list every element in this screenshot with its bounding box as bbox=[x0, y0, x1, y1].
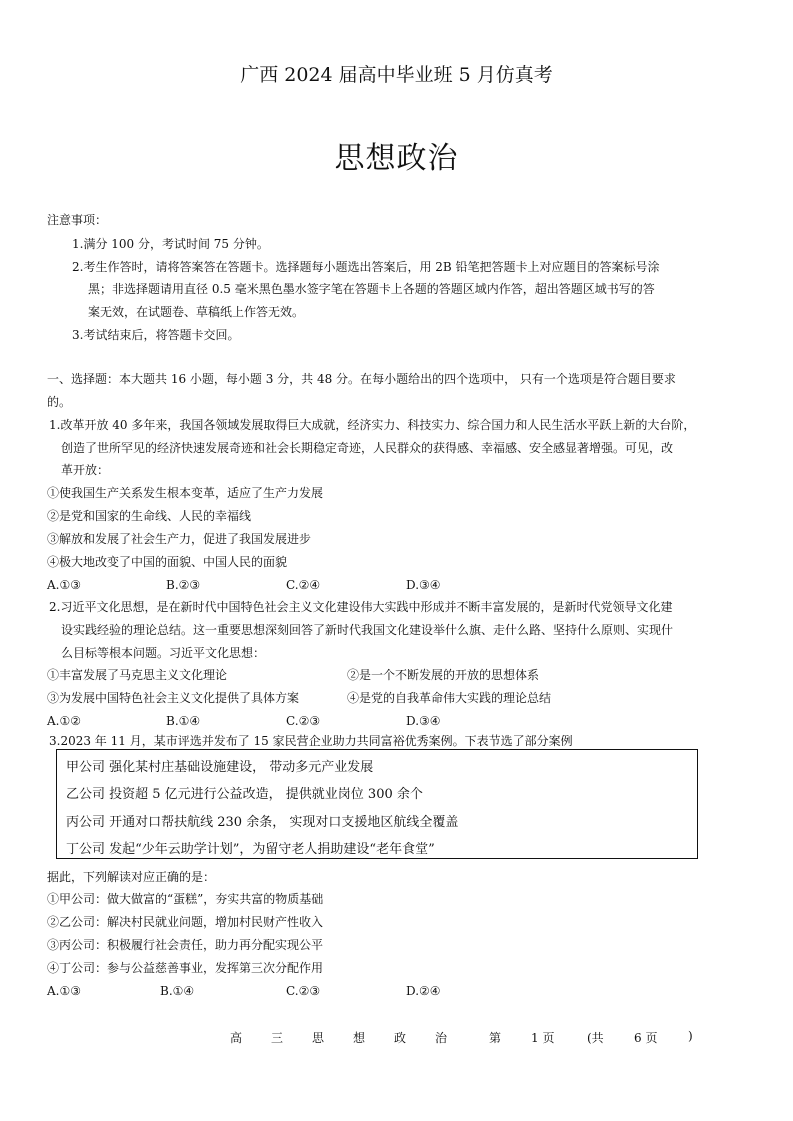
notice-item: 案无效，在试题卷、草稿纸上作答无效。 bbox=[88, 305, 305, 319]
footer-text: 三 bbox=[271, 1031, 284, 1045]
statement: ②乙公司：解决村民就业问题，增加村民财产性收入 bbox=[47, 915, 324, 929]
statement: ④丁公司：参与公益慈善事业，发挥第三次分配作用 bbox=[47, 961, 324, 975]
notice-item: 黑；非选择题请用直径 0.5 毫米黑色墨水签字笔在答题卡上各题的答题区域内作答，超出答题区域书写的答 bbox=[88, 282, 655, 296]
statement: ②是党和国家的生命线、人民的幸福线 bbox=[47, 509, 252, 523]
section-line: 一、选择题：本大题共 16 小题，每小题 3 分，共 48 分。在每小题给出的四个选项中， 只有一个选项是符合题目要求 bbox=[47, 372, 676, 386]
question-stem-line: 1.改革开放 40 多年来，我国各领域发展取得巨大成就，经济实力、科技实力、综合国力和人民生活水平跃上新的大台阶， bbox=[49, 418, 696, 432]
question-prompt: 据此，下列解读对应正确的是： bbox=[47, 870, 216, 884]
notice-item: 3.考试结束后，将答题卡交回。 bbox=[72, 328, 240, 342]
case-row: 丁公司 发起“少年云助学计划”，为留守老人捐助建设“老年食堂” bbox=[66, 842, 435, 857]
footer-text: 第 bbox=[489, 1031, 502, 1045]
footer-text: 政 bbox=[394, 1031, 407, 1045]
question-stem-line: 么目标等根本问题。习近平文化思想： bbox=[61, 646, 266, 660]
statement: ④极大地改变了中国的面貌、中国人民的面貌 bbox=[47, 555, 288, 569]
footer-text: ) bbox=[688, 1029, 693, 1043]
option-b: B.①④ bbox=[166, 714, 201, 728]
statement: ③为发展中国特色社会主义文化提供了具体方案 bbox=[47, 691, 300, 705]
statement: ④是党的自我革命伟大实践的理论总结 bbox=[347, 691, 552, 705]
option-b: B.①④ bbox=[160, 984, 195, 998]
option-c: C.②③ bbox=[286, 714, 321, 728]
exam-title: 广西 2024 届高中毕业班 5 月仿真考 bbox=[240, 64, 553, 86]
footer-text: 思 bbox=[312, 1031, 325, 1045]
footer-text: 想 bbox=[353, 1031, 366, 1045]
option-c: C.②③ bbox=[286, 984, 321, 998]
question-stem-line: 创造了世所罕见的经济快速发展奇迹和社会长期稳定奇迹，人民群众的获得感、幸福感、安全感显著增强。可见，改 bbox=[61, 441, 674, 455]
option-d: D.②④ bbox=[406, 984, 441, 998]
option-a: A.①③ bbox=[47, 984, 81, 998]
section-line: 的。 bbox=[47, 395, 72, 409]
statement: ①丰富发展了马克思主义文化理论 bbox=[47, 668, 228, 682]
footer-page-number: 1 页 bbox=[531, 1031, 555, 1045]
footer-page-total: 6 页 bbox=[634, 1031, 658, 1045]
notice-heading: 注意事项： bbox=[47, 213, 108, 227]
footer-text: 高 bbox=[230, 1031, 243, 1045]
option-c: C.②④ bbox=[286, 578, 321, 592]
statement: ③丙公司：积极履行社会责任，助力再分配实现公平 bbox=[47, 938, 324, 952]
subject-title: 思想政治 bbox=[334, 141, 459, 176]
option-a: A.①② bbox=[47, 714, 81, 728]
statement: ①甲公司：做大做富的“蛋糕”，夯实共富的物质基础 bbox=[47, 892, 324, 906]
statement: ③解放和发展了社会生产力，促进了我国发展进步 bbox=[47, 532, 312, 546]
case-row: 乙公司 投资超 5 亿元进行公益改造， 提供就业岗位 300 余个 bbox=[66, 787, 423, 802]
statement: ②是一个不断发展的开放的思想体系 bbox=[347, 668, 540, 682]
question-stem-line: 设实践经验的理论总结。这一重要思想深刻回答了新时代我国文化建设举什么旗、走什么路、坚持什么原则、实现什 bbox=[61, 623, 674, 637]
footer-text: 治 bbox=[435, 1031, 448, 1045]
question-stem-line: 2.习近平文化思想，是在新时代中国特色社会主义文化建设伟大实践中形成并不断丰富发展的，是新时代党领导文化建 bbox=[49, 600, 673, 614]
option-b: B.②③ bbox=[166, 578, 201, 592]
footer-text: (共 bbox=[587, 1031, 604, 1045]
case-row: 丙公司 开通对口帮扶航线 230 余条， 实现对口支援地区航线全覆盖 bbox=[66, 815, 459, 830]
option-a: A.①③ bbox=[47, 578, 81, 592]
case-table bbox=[56, 749, 698, 859]
case-row: 甲公司 强化某村庄基础设施建设， 带动多元产业发展 bbox=[66, 760, 374, 775]
question-stem-line: 革开放： bbox=[61, 463, 110, 477]
option-d: D.③④ bbox=[406, 714, 441, 728]
notice-item: 1.满分 100 分，考试时间 75 分钟。 bbox=[72, 237, 269, 251]
option-d: D.③④ bbox=[406, 578, 441, 592]
notice-item: 2.考生作答时，请将答案答在答题卡。选择题每小题选出答案后，用 2B 铅笔把答题卡上对应题目的答案标号涂 bbox=[72, 260, 660, 274]
question-stem-line: 3.2023 年 11 月，某市评选并发布了 15 家民营企业助力共同富裕优秀案例。下表节选了部分案例 bbox=[49, 734, 573, 748]
statement: ①使我国生产关系发生根本变革，适应了生产力发展 bbox=[47, 486, 324, 500]
